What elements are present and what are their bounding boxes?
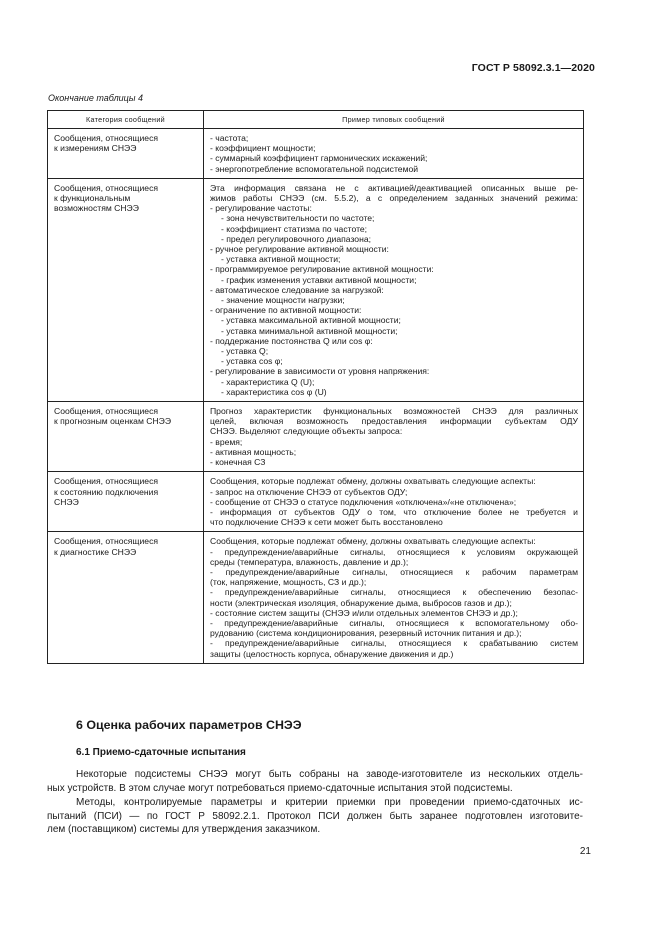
list-item: - информация от субъектов ОДУ о том, что отключение более не требуется и: [210, 506, 578, 517]
text-line: защиты (целостность корпуса, обнаружение движения и др.): [210, 648, 454, 659]
table-row: [48, 178, 584, 401]
table-row: [48, 532, 584, 663]
list-item: - предупреждение/аварийные сигналы, относящиеся к срабатыванию систем: [210, 638, 578, 649]
text-line: СНЭЭ. Выделяют следующие объекты запроса:: [210, 426, 403, 437]
sub-list-item: - зона нечувствительности по частоте;: [221, 213, 375, 224]
list-item: - ограничение по активной мощности:: [210, 305, 362, 316]
text-line: жимов работы СНЭЭ (см. 5.5.2), а с определением заданных значений режима:: [210, 193, 578, 204]
category-cell: Сообщения, относящиеся к прогнозным оценкам СНЭЭ: [48, 402, 204, 472]
sub-list-item: - коэффициент статизма по частоте;: [221, 223, 368, 234]
examples-cell: [204, 532, 584, 663]
category-cell: Сообщения, относящиеся к функциональным возможностям СНЭЭ: [48, 178, 204, 401]
category-cell: Сообщения, относящиеся к измерениям СНЭЭ: [48, 129, 204, 179]
document-code: ГОСТ Р 58092.3.1—2020: [471, 62, 595, 74]
sub-list-item: - значение мощности нагрузки;: [221, 295, 345, 306]
text-line: Сообщения, которые подлежат обмену, должны охватывать следующие аспекты:: [210, 536, 536, 547]
text-line: целей, включая возможность предоставления информации субъектам ОДУ: [210, 416, 578, 427]
list-item: - частота;: [210, 133, 249, 143]
paragraph-line: лем (поставщиком) системы для утверждения заказчиком.: [47, 824, 321, 836]
sub-list-item: - предел регулировочного диапазона;: [221, 233, 371, 244]
list-item: - автоматическое следование за нагрузкой:: [210, 284, 384, 295]
sub-list-item: - уставка Q;: [221, 346, 269, 357]
list-item: - коэффициент мощности;: [210, 143, 316, 154]
list-item: - запрос на отключение СНЭЭ от субъектов ОДУ;: [210, 486, 408, 497]
table-header-row: [48, 111, 584, 129]
sub-list-item: - график изменения уставки активной мощности;: [221, 274, 417, 285]
paragraph-1: [47, 768, 583, 795]
sub-list-item: - уставка минимальной активной мощности;: [221, 325, 398, 336]
text-line: что подключение СНЭЭ к сети может быть восстановлено: [210, 517, 443, 528]
paragraph-line: ных устройств. В этом случае могут потребоваться приемо-сдаточные испытания этой подсистемы.: [47, 782, 513, 794]
list-item: - предупреждение/аварийные сигналы, относящиеся к вспомогательному обо-: [210, 617, 578, 628]
list-item: - регулирование частоты:: [210, 203, 312, 214]
text-line: Эта информация связана не с активацией/деактивацией описанных выше ре-: [210, 182, 578, 193]
sub-list-item: - уставка активной мощности;: [221, 254, 341, 265]
table-row: [48, 402, 584, 472]
table-row: [48, 472, 584, 532]
examples-cell: [204, 178, 584, 401]
paragraph-line: Некоторые подсистемы СНЭЭ могут быть собраны на заводе-изготовителе из нескольких отдель-: [76, 769, 583, 780]
subsection-title: 6.1 Приемо-сдаточные испытания: [76, 747, 246, 758]
list-item: - конечная СЗ: [210, 457, 266, 468]
list-item: - программируемое регулирование активной мощности:: [210, 264, 434, 275]
text-line: Сообщения, которые подлежат обмену, должны охватывать следующие аспекты:: [210, 476, 536, 487]
category-cell: Сообщения, относящиеся к диагностике СНЭЭ: [48, 532, 204, 663]
list-item: - активная мощность;: [210, 446, 297, 457]
list-item: - ручное регулирование активной мощности:: [210, 244, 389, 255]
list-item: - предупреждение/аварийные сигналы, относящиеся к условиям окружающей: [210, 546, 578, 557]
paragraph-line: Методы, контролируемые параметры и критерии приемки при проведении приемо-сдаточных ис-: [76, 797, 583, 808]
text-line: рудованию (система кондиционирования, резервный источник питания и др.);: [210, 628, 522, 639]
category-cell: Сообщения, относящиеся к состоянию подключения СНЭЭ: [48, 472, 204, 532]
page-number: 21: [579, 846, 591, 857]
list-item: - состояние систем защиты (СНЭЭ и/или отдельных элементов СНЭЭ и др.);: [210, 607, 518, 618]
list-item: - предупреждение/аварийные сигналы, относящиеся к обеспечению безопас-: [210, 587, 578, 598]
paragraph-line: пытаний (ПСИ) — по ГОСТ Р 58092.2.1. Протокол ПСИ должен быть заранее подготовлен изготовите-: [47, 810, 583, 822]
text-line: (ток, напряжение, мощность, СЗ и др.);: [210, 577, 367, 588]
text-line: ности (электрическая изоляция, обнаружение дыма, выбросов газов и др.);: [210, 597, 512, 608]
list-item: - регулирование в зависимости от уровня напряжения:: [210, 366, 430, 377]
sub-list-item: - характеристика cos φ (U): [221, 386, 327, 397]
list-item: - энергопотребление вспомогательной подсистемой: [210, 163, 419, 174]
list-item: - время;: [210, 436, 243, 447]
sub-list-item: - характеристика Q (U);: [221, 376, 315, 387]
examples-cell: [204, 402, 584, 472]
list-item: - поддержание постоянства Q или cos φ:: [210, 335, 373, 346]
table-row: [48, 129, 584, 179]
examples-cell: [204, 129, 584, 179]
list-item: - предупреждение/аварийные сигналы, относящиеся к рабочим параметрам: [210, 566, 578, 577]
list-item: - сообщение от СНЭЭ о статусе подключения «отключена»/«не отключена»;: [210, 496, 517, 507]
paragraph-2: [47, 796, 583, 837]
section-title: 6 Оценка рабочих параметров СНЭЭ: [76, 718, 302, 732]
column-header-examples: Пример типовых сообщений: [204, 111, 584, 129]
column-header-category: Категория сообщений: [48, 111, 204, 129]
text-line: среды (температура, влажность, давление и др.);: [210, 556, 409, 567]
sub-list-item: - уставка cos φ;: [221, 356, 283, 367]
text-line: Прогноз характеристик функциональных возможностей СНЭЭ для различных: [210, 406, 578, 417]
messages-table: [47, 110, 584, 664]
sub-list-item: - уставка максимальной активной мощности;: [221, 315, 401, 326]
table-caption: Окончание таблицы 4: [48, 93, 143, 103]
list-item: - суммарный коэффициент гармонических искажений;: [210, 153, 428, 164]
examples-cell: [204, 472, 584, 532]
